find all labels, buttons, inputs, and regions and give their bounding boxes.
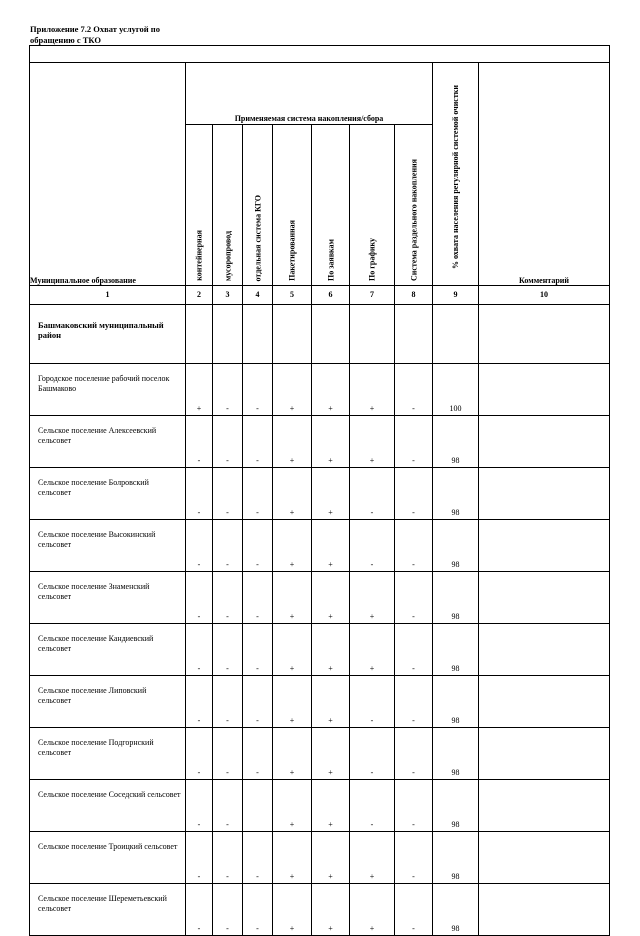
column-number: 10 <box>479 286 610 305</box>
table-row <box>30 572 610 624</box>
system-mark: + <box>312 416 350 468</box>
system-mark: - <box>213 572 243 624</box>
header-coverage-cell <box>433 63 479 286</box>
system-mark: + <box>186 364 213 416</box>
district-name: Башмаковский муниципальный район <box>30 305 186 364</box>
system-mark: - <box>243 520 273 572</box>
settlement-name: Сельское поселение Кандиевский сельсовет <box>30 624 186 676</box>
system-mark: + <box>312 520 350 572</box>
system-mark: - <box>243 416 273 468</box>
system-mark: - <box>350 520 395 572</box>
system-mark: - <box>213 884 243 936</box>
comment-cell <box>479 832 610 884</box>
system-mark: + <box>273 728 312 780</box>
header-column-label: мусоропровод <box>222 230 232 281</box>
system-mark: - <box>213 780 243 832</box>
system-mark: - <box>186 520 213 572</box>
coverage-percent: 98 <box>433 416 479 468</box>
system-mark: - <box>350 780 395 832</box>
system-mark: + <box>273 624 312 676</box>
comment-cell <box>479 624 610 676</box>
system-mark: - <box>395 520 433 572</box>
column-number: 6 <box>312 286 350 305</box>
coverage-percent: 98 <box>433 832 479 884</box>
system-mark: - <box>395 416 433 468</box>
header-row <box>30 63 610 125</box>
header-comment: Комментарий <box>479 63 610 286</box>
system-mark: - <box>395 364 433 416</box>
system-mark: - <box>186 832 213 884</box>
column-number: 3 <box>213 286 243 305</box>
system-mark: - <box>186 780 213 832</box>
column-numbers-row <box>30 286 610 305</box>
system-mark: + <box>273 832 312 884</box>
system-mark: + <box>312 780 350 832</box>
header-column-cell <box>213 125 243 286</box>
coverage-percent: 98 <box>433 780 479 832</box>
system-mark: - <box>395 728 433 780</box>
table-row <box>30 780 610 832</box>
system-mark: - <box>213 624 243 676</box>
settlement-name: Городское поселение рабочий поселок Башмаково <box>30 364 186 416</box>
system-mark: + <box>312 364 350 416</box>
system-mark: - <box>243 468 273 520</box>
system-mark: - <box>186 884 213 936</box>
system-mark: + <box>273 572 312 624</box>
system-mark: + <box>273 364 312 416</box>
system-mark <box>243 780 273 832</box>
coverage-table <box>29 45 610 936</box>
system-mark: + <box>312 884 350 936</box>
settlement-name: Сельское поселение Подгорнский сельсовет <box>30 728 186 780</box>
system-mark: - <box>350 676 395 728</box>
system-mark: - <box>186 676 213 728</box>
system-mark: + <box>312 572 350 624</box>
column-number: 5 <box>273 286 312 305</box>
comment-cell <box>479 676 610 728</box>
system-mark: - <box>395 780 433 832</box>
comment-cell <box>479 728 610 780</box>
settlement-name: Сельское поселение Высокинский сельсовет <box>30 520 186 572</box>
header-column-label: По графику <box>367 238 377 281</box>
system-mark: - <box>243 884 273 936</box>
blank-top-row <box>30 46 610 63</box>
settlement-name: Сельское поселение Алексеевский сельсовет <box>30 416 186 468</box>
column-number: 1 <box>30 286 186 305</box>
system-mark: - <box>186 468 213 520</box>
table-row <box>30 624 610 676</box>
settlement-name: Сельское поселение Знаменский сельсовет <box>30 572 186 624</box>
system-mark: - <box>213 676 243 728</box>
column-number: 7 <box>350 286 395 305</box>
header-column-cell <box>273 125 312 286</box>
header-coverage: % охвата населения регулярной системой очистки <box>450 85 460 270</box>
settlement-name: Сельское поселение Соседский сельсовет <box>30 780 186 832</box>
comment-cell <box>479 364 610 416</box>
comment-cell <box>479 780 610 832</box>
system-mark: + <box>350 572 395 624</box>
settlement-name: Сельское поселение Шереметьевский сельсовет <box>30 884 186 936</box>
settlement-name: Сельское поселение Троицкий сельсовет <box>30 832 186 884</box>
header-column-cell <box>350 125 395 286</box>
system-mark: - <box>213 364 243 416</box>
table-row <box>30 520 610 572</box>
system-mark: - <box>243 572 273 624</box>
system-mark: - <box>213 468 243 520</box>
system-mark: + <box>312 468 350 520</box>
coverage-percent: 98 <box>433 468 479 520</box>
header-column-label: Система раздельного накопления <box>408 159 418 281</box>
system-mark: - <box>186 728 213 780</box>
comment-cell <box>479 416 610 468</box>
system-mark: - <box>395 676 433 728</box>
system-mark: + <box>273 520 312 572</box>
header-column-cell <box>312 125 350 286</box>
system-mark: - <box>213 416 243 468</box>
coverage-percent: 100 <box>433 364 479 416</box>
system-mark: + <box>350 364 395 416</box>
system-mark: - <box>213 728 243 780</box>
system-mark: - <box>243 728 273 780</box>
system-mark: - <box>395 624 433 676</box>
system-mark: - <box>186 572 213 624</box>
system-mark: - <box>243 676 273 728</box>
coverage-percent: 98 <box>433 676 479 728</box>
system-mark: - <box>350 728 395 780</box>
system-mark: - <box>213 832 243 884</box>
column-number: 4 <box>243 286 273 305</box>
system-mark: + <box>273 416 312 468</box>
settlement-name: Сельское поселение Липовский сельсовет <box>30 676 186 728</box>
comment-cell <box>479 884 610 936</box>
system-mark: + <box>350 884 395 936</box>
system-mark: - <box>243 364 273 416</box>
header-column-label: отдельная система КГО <box>252 194 262 281</box>
system-mark: + <box>350 416 395 468</box>
system-mark: - <box>395 468 433 520</box>
header-column-label: По заявкам <box>325 238 335 281</box>
district-row <box>30 305 610 364</box>
system-mark: + <box>273 884 312 936</box>
header-municipality: Муниципальное образование <box>30 63 186 286</box>
header-system-title: Применяемая система накопления/сбора <box>186 63 433 125</box>
column-number: 2 <box>186 286 213 305</box>
system-mark: - <box>213 520 243 572</box>
page-title: Приложение 7.2 Охват услугой по обращению с ТКО <box>30 24 160 45</box>
coverage-percent: 98 <box>433 520 479 572</box>
system-mark: + <box>273 676 312 728</box>
system-mark: + <box>312 728 350 780</box>
table-row <box>30 416 610 468</box>
system-mark: - <box>186 624 213 676</box>
system-mark: + <box>350 624 395 676</box>
system-mark: - <box>395 832 433 884</box>
comment-cell <box>479 520 610 572</box>
table-row <box>30 364 610 416</box>
system-mark: + <box>312 624 350 676</box>
system-mark: + <box>312 832 350 884</box>
comment-cell <box>479 572 610 624</box>
system-mark: + <box>273 468 312 520</box>
header-column-label: Пакетированная <box>287 220 297 281</box>
header-column-cell <box>395 125 433 286</box>
table-row <box>30 728 610 780</box>
system-mark: + <box>273 780 312 832</box>
settlement-name: Сельское поселение Болровский сельсовет <box>30 468 186 520</box>
header-column-cell <box>186 125 213 286</box>
system-mark: + <box>350 832 395 884</box>
system-mark: + <box>312 676 350 728</box>
coverage-percent: 98 <box>433 572 479 624</box>
header-column-cell <box>243 125 273 286</box>
table-row <box>30 468 610 520</box>
coverage-percent: 98 <box>433 884 479 936</box>
table-row <box>30 884 610 936</box>
column-number: 8 <box>395 286 433 305</box>
comment-cell <box>479 468 610 520</box>
column-number: 9 <box>433 286 479 305</box>
system-mark: - <box>243 624 273 676</box>
coverage-percent: 98 <box>433 728 479 780</box>
system-mark: - <box>395 572 433 624</box>
header-column-label: контейнерная <box>194 230 204 281</box>
table-row <box>30 676 610 728</box>
system-mark: - <box>395 884 433 936</box>
system-mark: - <box>243 832 273 884</box>
coverage-percent: 98 <box>433 624 479 676</box>
system-mark: - <box>350 468 395 520</box>
system-mark: - <box>186 416 213 468</box>
table-row <box>30 832 610 884</box>
